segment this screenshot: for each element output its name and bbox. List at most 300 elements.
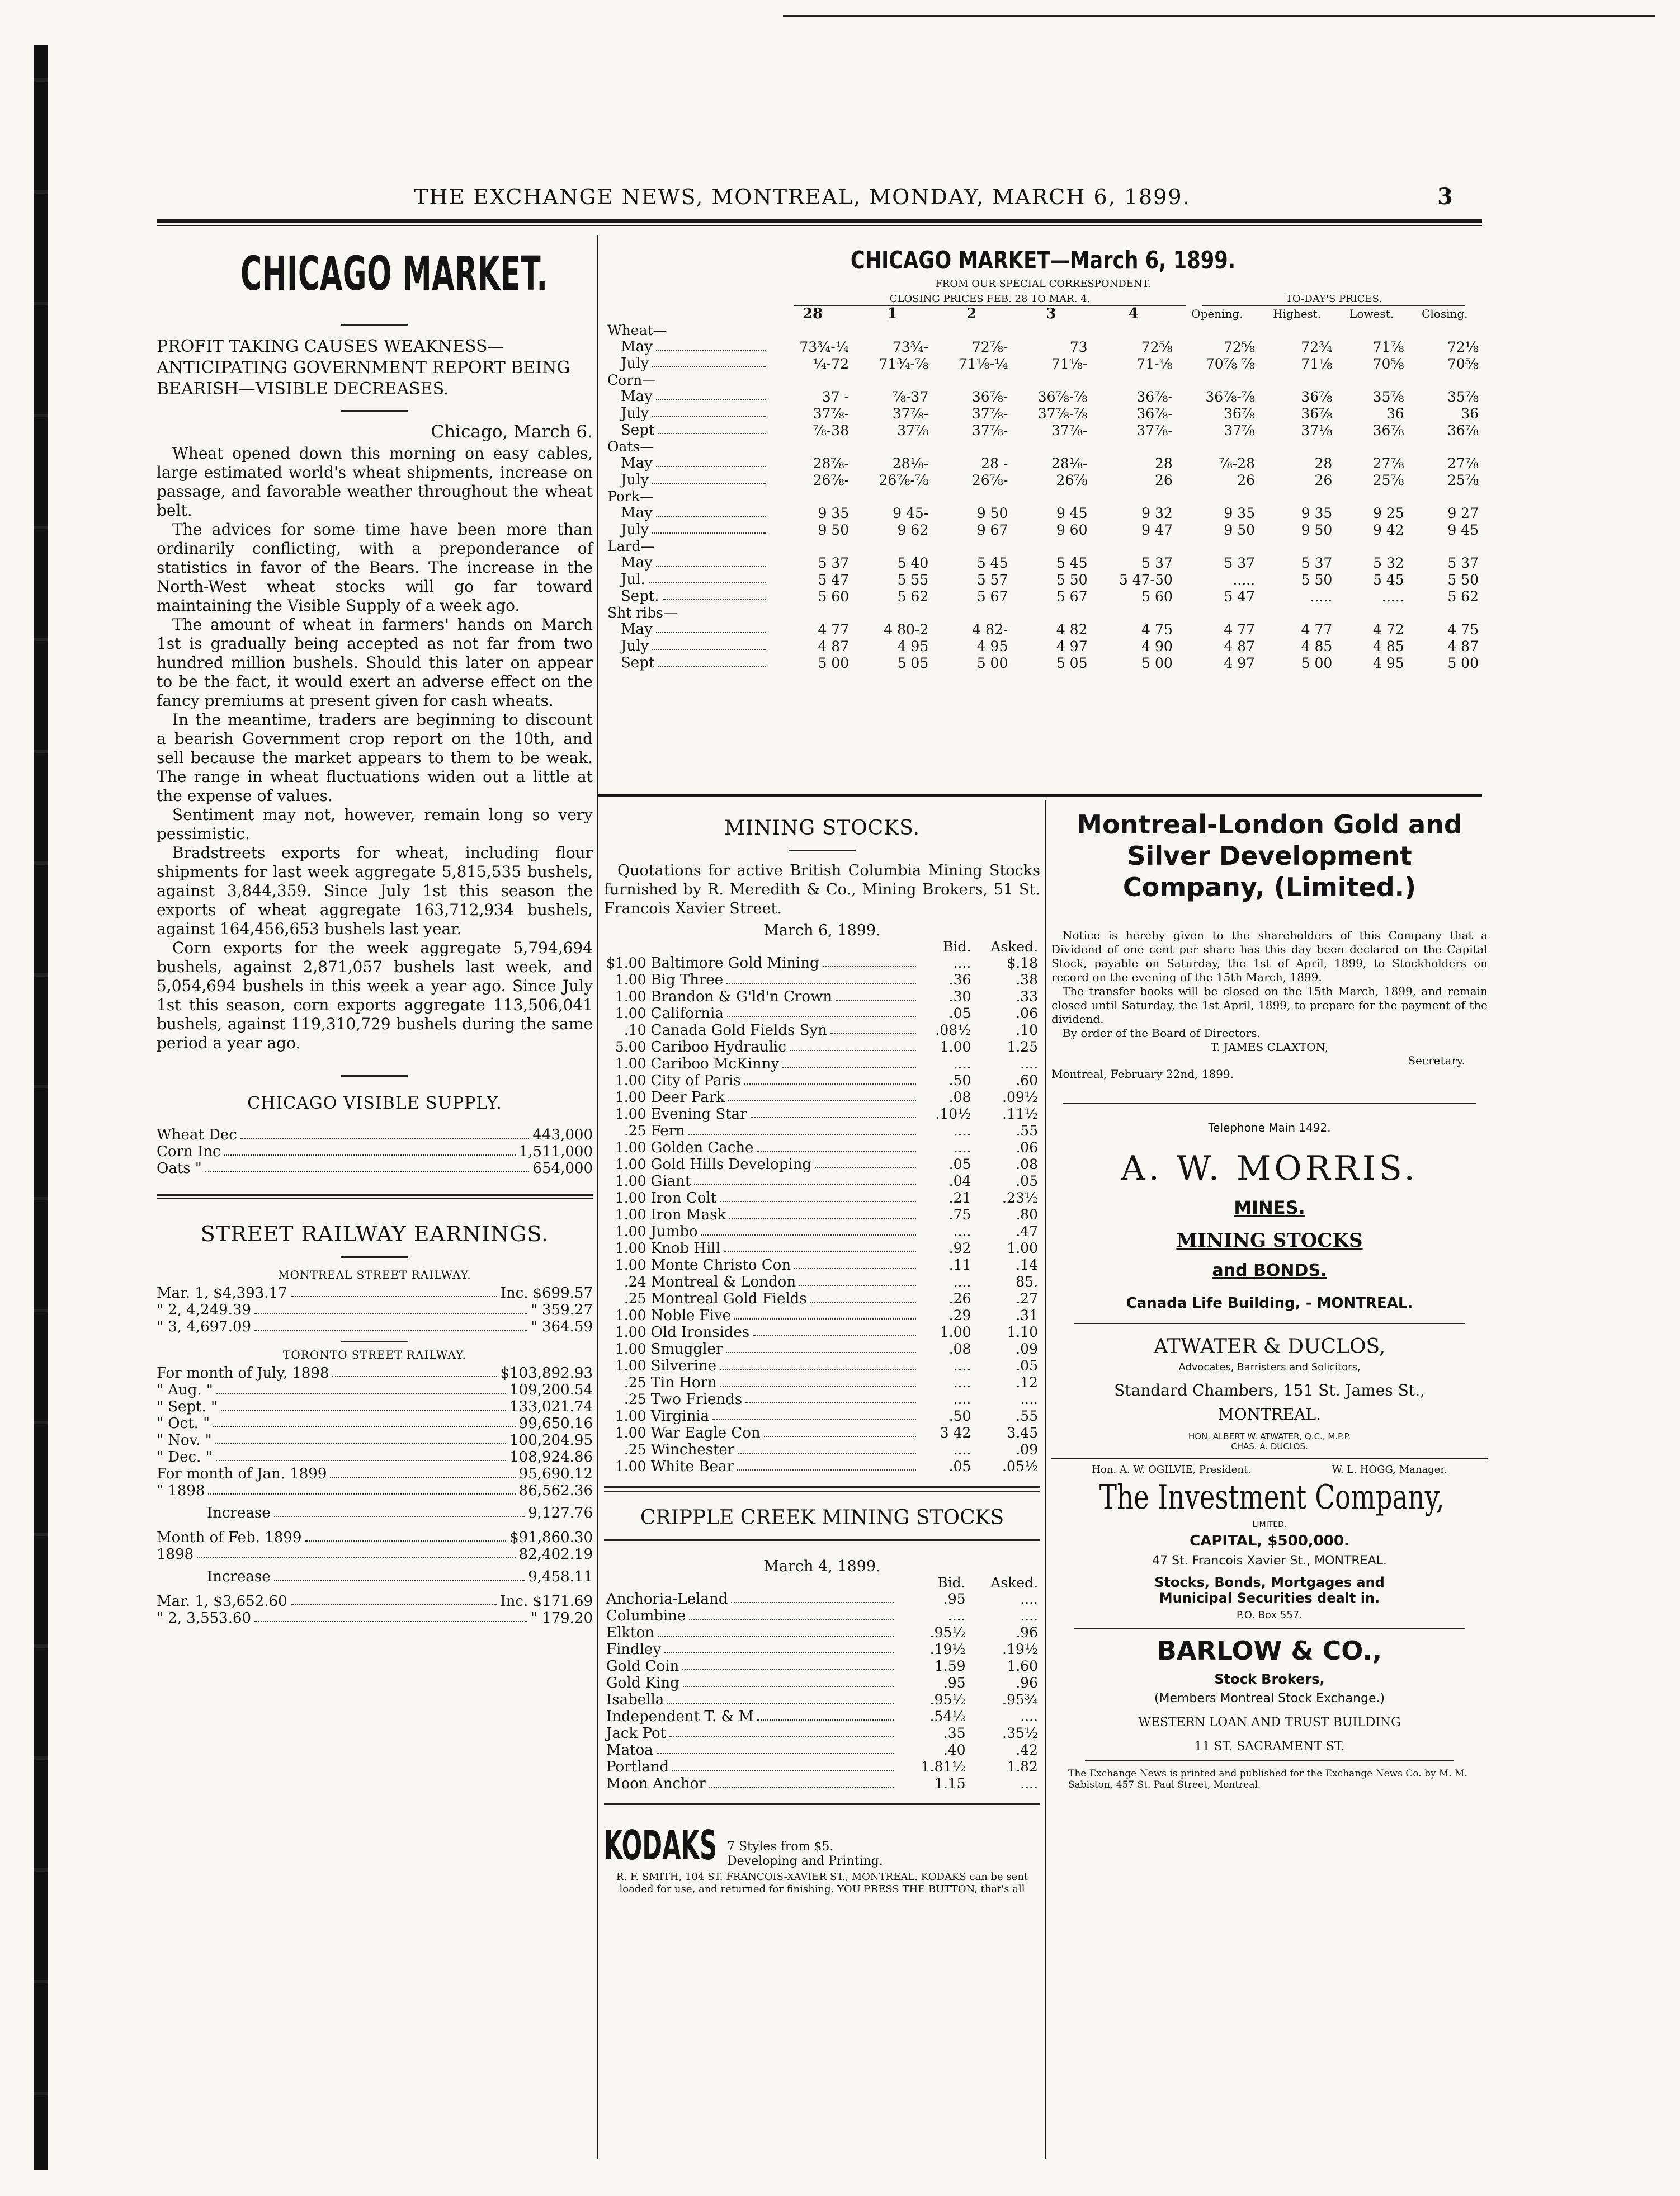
price-row-label [604,621,773,638]
dots [656,505,766,517]
dots [672,1759,894,1771]
stock-name [649,1190,922,1207]
stock-asked: .96 [1016,1675,1038,1691]
toronto-railway-title: TORONTO STREET RAILWAY. [283,1348,466,1361]
article-paragraph: In the meantime, traders are beginning to discount a bearish Government crop report on the 10th, and sell because the market appears to them to be weak. The range in wheat fluctuations widen out a little at the expense of values. [157,710,593,805]
stock-row [604,1274,1040,1290]
price-cell: 5 00 [976,654,1008,671]
price-cell: 36⅞ [1301,388,1333,405]
earnings-row [157,1482,593,1499]
stock-bid: 1.59 [934,1658,966,1674]
stock-row [604,1257,1040,1274]
price-cell: 4 77 [1301,621,1333,638]
stock-row [604,988,1040,1005]
commodity-name: Lard— [607,538,655,554]
dots [790,1039,916,1051]
price-cell: ⅞-37 [892,388,929,405]
stock-name [649,955,922,972]
stock-name-leader [606,1691,897,1708]
price-cell: 4 85 [1301,638,1333,654]
stock-name [649,1156,922,1173]
stock-name-text: Canada Gold Fields Syn [650,1022,827,1039]
price-row [604,571,1482,588]
stock-name-leader [651,1341,919,1358]
stock-name-text: Golden Cache [650,1139,754,1156]
stock-name [649,1022,922,1039]
stock-row [604,1624,1040,1641]
price-cell: 36 [1386,405,1404,422]
stock-name-leader [651,1005,919,1022]
stock-asked: 1.82 [1007,1759,1038,1775]
stock-name-leader [651,972,919,988]
stock-par: 5.00 [615,1039,646,1055]
dots [810,1290,916,1303]
stock-row [604,1089,1040,1106]
price-cell: 73¾- [892,338,929,355]
cripple-creek-date: March 4, 1899. [763,1558,881,1575]
price-row-label [604,405,773,422]
stock-bid: .54½ [929,1708,966,1724]
stock-bid: .... [947,1608,966,1624]
stock-name [649,1324,922,1341]
price-row [604,422,1482,439]
price-cell: 9 25 [1372,505,1404,521]
price-row-label [604,588,773,605]
stock-row [604,1441,1040,1458]
dots [720,1358,916,1370]
montreal-london-role: Secretary. [1408,1054,1465,1067]
earnings-row [157,1449,593,1465]
earnings-row-change: " [531,1302,538,1318]
ad-rule [1063,1103,1476,1104]
price-cell: 25⅞ [1372,472,1404,488]
stock-row [604,1223,1040,1240]
stock-name-leader [651,1039,919,1055]
dots [731,1591,894,1603]
price-cell: 36⅞- [1136,388,1173,405]
stock-asked: .80 [1016,1207,1038,1223]
footer-imprint: The Exchange News is printed and published for the Exchange News Co. by M. M. Sabiston, 457 St. Paul Street, Montreal. [1068,1768,1467,1790]
price-cell: 26 [1154,472,1173,488]
stock-name [649,1307,922,1324]
stock-name [604,1708,899,1725]
stock-row [604,1658,1040,1675]
price-cell: 37⅛ [1301,422,1333,439]
stock-name [604,1608,899,1624]
earnings-row-value: $699.57 [532,1285,593,1302]
price-cell: 5 32 [1372,554,1404,571]
stock-name-leader [651,1123,919,1139]
column-header: Bid. [943,939,971,955]
earnings-row-label: Increase [207,1568,271,1585]
stock-row [604,1641,1040,1658]
stock-name-text: Jack Pot [606,1725,667,1742]
stock-name-leader [651,1089,919,1106]
price-cell: 26⅞- [813,472,850,488]
price-cell: 37⅞-⅞ [1037,405,1088,422]
stock-row [604,1408,1040,1425]
toronto-railway-rows [157,1365,593,1627]
earnings-row [157,1382,593,1398]
commodity-name: Oats— [607,439,654,455]
price-cell: 5 60 [818,588,850,605]
divider [341,1341,408,1342]
earnings-row-value: 108,924.86 [509,1449,593,1465]
cripple-creek-title: CRIPPLE CREEK MINING STOCKS [640,1506,1004,1529]
column-header: 2 [966,305,977,322]
stock-name-leader [606,1742,897,1759]
earnings-row-dots [330,1465,515,1478]
stock-row [604,1106,1040,1123]
chicago-table-section [604,246,1482,671]
price-cell: 37⅞- [813,405,850,422]
stock-asked: .09½ [1002,1089,1038,1105]
month-label: May [621,505,653,521]
price-cell: 9 27 [1447,505,1479,521]
dots [694,1173,915,1185]
closing-prices-header: CLOSING PRICES FEB. 28 TO MAR. 4. [794,293,1186,306]
stock-bid: .... [953,955,971,971]
earnings-row-dots [254,1610,527,1622]
stock-par: $1.00 [606,955,646,971]
stock-par: 1.00 [615,1408,646,1424]
stock-bid: .11 [948,1257,971,1273]
price-row-label [604,422,773,439]
barlow-name: BARLOW & CO., [1157,1636,1382,1666]
price-cell: 4 87 [1224,638,1256,654]
price-row [604,521,1482,538]
supply-row-value: 1,511,000 [518,1143,593,1160]
price-row-label-leader [607,422,770,439]
price-row-label [604,455,773,472]
stock-bid: .08½ [935,1022,971,1038]
stock-row [604,1775,1040,1792]
month-label: Sept [621,422,655,439]
dots [794,1257,915,1269]
stock-name [649,972,922,988]
stock-row [604,1173,1040,1190]
price-row-label [604,521,773,538]
supply-row-label: Oats " [157,1160,202,1177]
ad-rule [1074,1628,1465,1629]
price-row-label-leader [607,571,770,588]
price-cell: 4 72 [1372,621,1404,638]
stock-name-text: Fern [650,1123,685,1139]
price-cell: 36⅞- [1136,405,1173,422]
stock-name-leader [651,1022,919,1039]
stock-name-text: Gold Coin [606,1658,679,1675]
price-cell: 5 05 [897,654,929,671]
column-header: 28 [802,305,823,322]
stock-row [604,1425,1040,1441]
chicago-headline: CHICAGO MARKET. [240,246,548,301]
commodity-name: Pork— [607,488,654,505]
dots [652,355,766,367]
price-cell: 9 45- [893,505,929,521]
stock-bid: .08 [948,1089,971,1105]
price-cell: 5 57 [976,571,1008,588]
stock-bid: .35 [943,1725,966,1741]
stock-name [649,1290,922,1307]
earnings-row-change: " [531,1318,538,1335]
month-label: May [621,388,653,405]
dots [683,1675,894,1687]
dots [720,1374,916,1387]
stock-name-text: Old Ironsides [650,1324,750,1341]
mining-stocks-section [604,800,1040,1896]
earnings-row [157,1398,593,1415]
stock-name-text: Iron Mask [650,1207,726,1223]
stock-asked: .... [1020,1055,1038,1072]
earnings-row-value: 86,562.36 [518,1482,593,1499]
price-cell: 5 62 [897,588,929,605]
stock-asked: $.18 [1007,955,1038,971]
investment-officers [1051,1464,1488,1476]
stock-asked: .55 [1016,1123,1038,1139]
price-cell: 5 67 [1056,588,1088,605]
barlow-member: (Members Montreal Stock Exchange.) [1154,1691,1385,1705]
supply-row-dots [240,1127,530,1139]
earnings-row-label: " Dec. " [157,1449,213,1465]
price-cell: 9 35 [1224,505,1256,521]
price-cell: 37⅞ [897,422,929,439]
month-label: July [621,405,649,422]
price-row-label [604,388,773,405]
column-header: Asked. [990,1575,1038,1591]
investment-officer-2: W. L. HOGG, Manager. [1332,1464,1447,1476]
montreal-london-notice: Notice is hereby given to the shareholders of this Company that a Dividend of one cent per share has this day been declared on the Capital Stock, payable on Saturday, the 1st of April, 1899, to Stockholders on record on the evening of the 15th March, 1899. [1051,929,1488,984]
price-cell: 5 37 [818,554,850,571]
earnings-row-dots [254,1302,527,1314]
earnings-row [157,1365,593,1382]
stock-name-leader [651,1408,919,1425]
dots [663,588,766,600]
morris-name: A. W. MORRIS. [1121,1149,1418,1188]
dots [682,1658,894,1670]
stock-name-text: Smuggler [650,1341,723,1358]
dots [652,405,766,417]
price-row-label-leader [607,621,770,638]
stock-row [604,1324,1040,1341]
price-cell: 35⅞ [1372,388,1404,405]
stock-name-text: Winchester [650,1441,735,1458]
stock-par: .25 [624,1374,646,1391]
stock-asked: .11½ [1002,1106,1038,1122]
stock-row [604,1358,1040,1374]
dots [799,1274,916,1286]
stock-name-text: Baltimore Gold Mining [650,955,819,972]
stock-name-leader [651,1391,919,1408]
stock-row [604,1190,1040,1207]
divider [789,850,856,851]
stock-row [604,972,1040,988]
earnings-row-value: 99,650.16 [518,1415,593,1432]
kodaks-tagline-2: Developing and Printing. [727,1854,883,1868]
price-cell: ..... [1310,588,1333,605]
price-row-label-leader [607,388,770,405]
chicago-table-subtitle: FROM OUR SPECIAL CORRESPONDENT. [935,278,1151,290]
masthead-rule [157,219,1482,223]
stock-par: 1.00 [615,1425,646,1441]
dots [745,1391,916,1403]
dots [701,1223,916,1236]
cc-header-row [604,1575,1040,1591]
stock-row [604,1207,1040,1223]
atwater-address: Standard Chambers, 151 St. James St., [1114,1381,1425,1399]
stock-name-text: Anchoria-Leland [606,1591,728,1608]
earnings-row-label: For month of Jan. 1899 [157,1465,327,1482]
price-cell: 4 77 [818,621,850,638]
price-row-label-leader [607,521,770,538]
morris-telephone: Telephone Main 1492. [1208,1121,1331,1134]
kodaks-taglines [727,1840,883,1869]
article-subhead: PROFIT TAKING CAUSES WEAKNESS—ANTICIPATING GOVERNMENT REPORT BEING BEARISH—VISIBLE DECREASES. [157,337,570,399]
stock-name-leader [651,1072,919,1089]
price-cell: 9 42 [1372,521,1404,538]
stock-asked: .10 [1016,1022,1038,1038]
stock-name-text: Columbine [606,1608,686,1624]
stock-name-leader [606,1608,897,1624]
price-cell: 4 87 [818,638,850,654]
price-cell: 28 - [981,455,1008,472]
price-cell: 35⅞ [1447,388,1479,405]
dots [734,1307,916,1320]
mining-stocks-intro: Quotations for active British Columbia Mining Stocks furnished by R. Meredith & Co., Mining Brokers, 51 St. Francois Xavier Street. [604,862,1040,917]
stock-name-text: City of Paris [650,1072,741,1089]
price-row-label [604,571,773,588]
supply-row-dots [205,1160,530,1172]
price-cell: 4 82 [1056,621,1088,638]
stock-name [604,1742,899,1759]
price-row-label-leader [607,472,770,488]
stock-asked: .60 [1016,1072,1038,1088]
morris-mining-stocks: MINING STOCKS [1176,1229,1363,1252]
column-header: Asked. [990,939,1038,955]
barlow-street: 11 ST. SACRAMENT ST. [1194,1740,1345,1754]
kodaks-ad [604,1822,1040,1869]
stock-row [604,1123,1040,1139]
stock-name-leader [651,1055,919,1072]
price-row [604,505,1482,521]
divider [341,1256,408,1258]
price-cell: 5 50 [1301,571,1333,588]
supply-row [157,1143,593,1160]
stock-row [604,1458,1040,1475]
price-cell: 70⅝ [1372,355,1404,372]
price-cell: 72⅝ [1224,338,1256,355]
month-label: July [621,521,649,538]
stock-asked: .... [1020,1708,1038,1724]
price-cell: 4 80-2 [884,621,929,638]
stock-par: 1.00 [615,1240,646,1256]
stock-name-text: Matoa [606,1742,653,1759]
earnings-row-label: " Oct. " [157,1415,210,1432]
price-cell: 26 [1314,472,1333,488]
stock-asked: .05 [1016,1358,1038,1374]
stock-bid: .95½ [929,1624,966,1641]
stock-name-leader [651,1223,919,1240]
stock-asked: 1.00 [1007,1240,1038,1256]
price-row [604,455,1482,472]
price-cell: 5 62 [1447,588,1479,605]
stock-asked: 85. [1016,1274,1038,1290]
earnings-row-label: " 2, 4,249.39 [157,1302,252,1318]
price-cell: 28⅛- [1051,455,1088,472]
stock-name-text: Elkton [606,1624,654,1641]
stock-row [604,1675,1040,1691]
ad-rule [1074,1323,1465,1324]
morris-mines: MINES. [1234,1197,1305,1218]
stock-name-text: Cariboo McKinny [650,1055,780,1072]
montreal-london-by-order: By order of the Board of Directors. [1063,1026,1261,1040]
header-spacer [604,306,773,322]
price-row-label [604,654,773,671]
scan-edge-shadow [34,45,48,2170]
dots [757,1139,915,1152]
stock-par: .25 [624,1391,646,1407]
stock-row [604,1290,1040,1307]
price-row-label-leader [607,654,770,671]
dots [712,1408,915,1420]
price-cell: 36⅞- [971,388,1008,405]
stock-bid: .10½ [935,1106,971,1122]
earnings-row-dots [274,1568,525,1581]
divider [341,1075,408,1077]
earnings-row [157,1505,593,1521]
earnings-row-change: Inc. [500,1285,528,1302]
article-paragraph: Corn exports for the week aggregate 5,794,694 bushels, against 2,871,057 bushels last week, and 5,054,694 bushels in this week a year ago. Since July 1st this season, corn exports aggregate 113,506,041 bushels, against 119,310,729 bushels during the same period a year ago. [157,939,593,1052]
price-cell: 28 [1154,455,1173,472]
top-rule [783,15,1655,17]
kodaks-tagline-1: 7 Styles from $5. [727,1840,834,1854]
stock-name-leader [651,1274,919,1290]
stock-name-text: Knob Hill [650,1240,720,1257]
price-cell: 70⅞ ⅞ [1205,355,1256,372]
price-cell: 71¾-⅞ [879,355,929,372]
stock-name-leader [651,1190,919,1207]
article-paragraph: The advices for some time have been more than ordinarily conflicting, with a preponderance of statistics in favor of the Bears. The increase in the North-West wheat stocks will go far toward maintaining the Visible Supply of a week ago. [157,520,593,615]
stock-name-leader [651,1106,919,1123]
commodity-group-row [604,488,1482,505]
masthead: THE EXCHANGE NEWS, MONTREAL, MONDAY, MARCH 6, 1899. [414,185,1191,209]
stock-asked: .42 [1016,1742,1038,1758]
stock-par: 1.00 [615,1458,646,1474]
price-cell: 9 35 [818,505,850,521]
investment-name: The Investment Company, [1099,1478,1445,1517]
stock-name [649,1257,922,1274]
supply-row [157,1160,593,1177]
earnings-row-value: 9,127.76 [528,1505,593,1521]
supply-row-value: 654,000 [532,1160,593,1177]
dots [726,972,915,984]
earnings-row-value: $103,892.93 [500,1365,593,1382]
stock-asked: .12 [1016,1374,1038,1391]
stock-name-text: Big Three [650,972,724,988]
dots [652,638,766,650]
earnings-row-value: 95,690.12 [518,1465,593,1482]
dots [753,1324,915,1336]
investment-line-2: Municipal Securities dealt in. [1159,1590,1380,1606]
earnings-row-dots [215,1432,506,1444]
article-paragraph: Wheat opened down this morning on easy cables, large estimated world's wheat shipments, increase on passage, and favorable weather throughout the wheat belt. [157,444,593,520]
todays-prices-header: TO-DAY'S PRICES. [1202,293,1465,306]
stock-name [604,1725,899,1742]
stock-name [649,1005,922,1022]
stock-name [649,1223,922,1240]
investment-limited: LIMITED. [1252,1520,1287,1529]
investment-line-1: Stocks, Bonds, Mortgages and [1154,1575,1385,1590]
earnings-row-label: Mar. 1, $3,652.60 [157,1593,287,1610]
